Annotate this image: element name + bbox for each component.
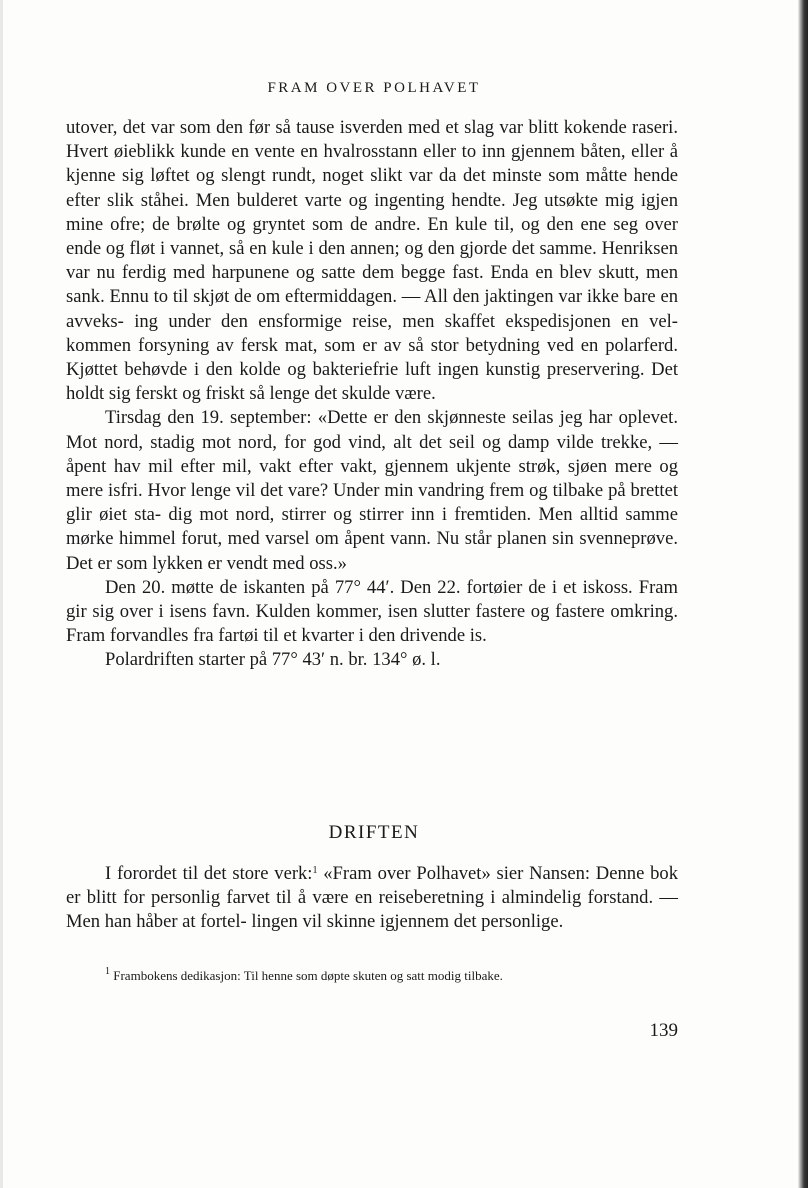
paragraph-3: Den 20. møtte de iskanten på 77° 44′. Den 22. fortøier de i et iskoss. Fram gir sig over i isens favn. Kulden kommer, isen slutter fastere og fastere omkring. Fram forvandles fra fartøi til et kvarter i den drivende is. [66, 576, 678, 647]
footnote-marker: 1 [105, 966, 110, 977]
footnote-reference: 1 [312, 865, 318, 876]
section-title: DRIFTEN [328, 822, 420, 843]
page-edge-right [798, 0, 808, 1188]
section-paragraph [66, 862, 678, 935]
page-number: 139 [649, 1020, 678, 1041]
paragraph-4: Polardriften starter på 77° 43′ n. br. 134° ø. l. [105, 649, 441, 671]
section-paragraph-start: I forordet til det store verk: [105, 863, 313, 884]
page-edge-left [0, 0, 3, 1188]
paragraph-2: Tirsdag den 19. september: «Dette er den skjønneste seilas jeg har oplevet. Mot nord, stadig mot nord, for god vind, alt det seil og damp vilde trekke, — åpent hav mil efter mil, vakt efter vakt, gjennem ukjente strøk, sjøen mere og mere isfri. Hvor lenge vil det vare? Under min vandring frem og tilbake på brettet glir øiet sta- dig mot nord, stirrer og stirrer inn i fremtiden. Men alltid samme mørke himmel forut, med varsel om åpent vann. Nu står planen sin svenneprøve. Det er som lykken er vendt med oss.» [66, 407, 678, 574]
footnote [66, 966, 678, 986]
footnote-text: Frambokens dedikasjon: Til henne som døpte skuten og satt modig tilbake. [110, 968, 503, 983]
body-text [66, 116, 678, 673]
footnote-paragraph [66, 966, 678, 986]
paragraph-1: utover, det var som den før så tause isverden med et slag var blitt kokende raseri. Hvert øieblikk kunde en vente en hvalrosstann eller to inn gjennem båten, eller å kjenne sig løftet og slengt rundt, noget slikt var da det minste som måtte hende efter slik ståhei. Men bulderet varte og ingenting hendte. Jeg utsøkte mig igjen mine ofre; de brølte og gryntet som de andre. En kule til, og den ene seg over ende og fløt i vannet, så en kule i den annen; og den gjorde det samme. Henriksen var nu ferdig med harpunene og satte dem begge fast. Enda en blev skutt, men sank. Ennu to til skjøt de om eftermiddagen. — All den jaktingen var ikke bare en avveks- ing under den ensformige reise, men skaffet ekspedisjonen en vel- kommen forsyning av fersk mat, som er av så stor betydning ved en polarferd. Kjøttet behøvde i den kolde og bakteriefrie luft ingen kunstig preservering. Det holdt sig ferskt og friskt så lenge det skulde være. [66, 117, 678, 405]
running-head: FRAM OVER POLHAVET [267, 80, 481, 96]
section-text [66, 862, 678, 935]
section-paragraph-rest: «Fram over Polhavet» sier Nansen: Denne bok er blitt for personlig farvet til å være en reiseberetning i almindelig forstand. — Men han håber at fortel- lingen vil skinne igjennem det personlige. [66, 863, 678, 933]
